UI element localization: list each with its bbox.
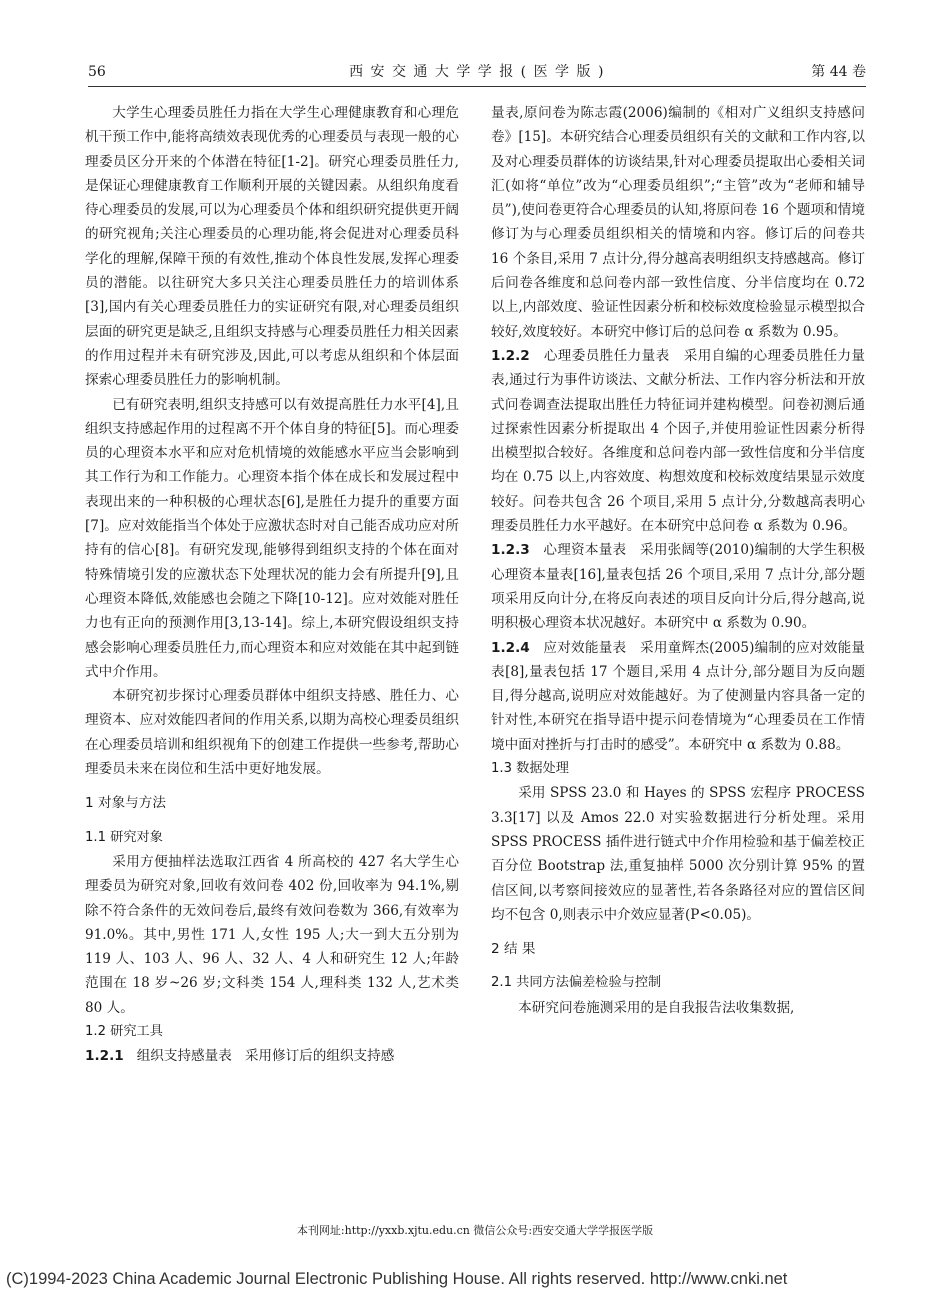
tool-3-paragraph	[491, 538, 865, 635]
subsection-heading-subjects: 1.1 研究对象	[85, 829, 163, 845]
tool-2-text: 采用自编的心理委员胜任力量表,通过行为事件访谈法、文献分析法、工作内容分析法和开放式问卷调查法提取出胜任力特征词并建构模型。问卷初测后通过探索性因素分析提取出 4 个因子,并使用验证性因素分析得出模型拟合较好。各维度和总问卷内部一致性信度和分半信度均在 0.75 以上,内容效度、构想效度和校标效度结果显示效度较好。问卷共包含 26 个项目,采用 5 点计分,分数越高表明心理委员胜任力水平越好。在本研究中总问卷 α 系数为 0.96。	[491, 347, 866, 535]
intro-paragraph-1: 大学生心理委员胜任力指在大学生心理健康教育和心理危机干预工作中,能将高绩效表现优秀的心理委员与表现一般的心理委员区分开来的个体潜在特征[1-2]。研究心理委员胜任力,是保证心理健康教育工作顺利开展的关键因素。从组织角度看待心理委员的发展,可以为心理委员个体和组织研究提供更开阔的研究视角;关注心理委员的心理功能,将会促进对心理委员科学化的理解,保障干预的有效性,推动个体良性发展,发挥心理委员的潜能。以往研究大多只关注心理委员胜任力的培训体系[3],国内有关心理委员胜任力的实证研究有限,对心理委员组织层面的研究更是缺乏,且组织支持感与心理委员胜任力相关因素的作用过程并未有研究涉及,因此,可以考虑从组织和个体层面探索心理委员胜任力的影响机制。	[85, 105, 459, 389]
intro-paragraph-3: 本研究初步探讨心理委员群体中组织支持感、胜任力、心理资本、应对效能四者间的作用关系,以期为高校心理委员组织在心理委员培训和组织视角下的创建工作提供一些参考,帮助心理委员未来在岗位和生活中更好地发展。	[85, 688, 459, 778]
volume-label: 第 44 卷	[811, 64, 866, 80]
data-processing-paragraph: 采用 SPSS 23.0 和 Hayes 的 SPSS 宏程序 PROCESS 3.3[17] 以及 Amos 22.0 对实验数据进行分析处理。采用 SPSS PROCESS 插件进行链式中介作用检验和基于偏差校正百分位 Bootstrap 法,重复抽样 5000 次分别计算 95% 的置信区间,以考察间接效应的显著性,若各条路径对应的置信区间均不包含 0,则表示中介效应显著(P<0.05)。	[491, 785, 865, 923]
tool-2-number: 1.2.2	[491, 347, 530, 364]
tool-1-title: 组织支持感量表	[136, 1048, 232, 1065]
section-heading-methods: 1 对象与方法	[85, 795, 166, 812]
tool-3-title: 心理资本量表	[543, 542, 627, 559]
subsection-heading-common-method-bias: 2.1 共同方法偏差检验与控制	[491, 975, 662, 991]
tool-4-title: 应对效能量表	[543, 639, 627, 656]
tool-3-text: 采用张阔等(2010)编制的大学生积极心理资本量表[16],量表包括 26 个项目,采用 7 点计分,部分题项采用反向计分,在将反向表述的项目反向计分后,得分越高,说明积极心理资本状况越好。本研究中 α 系数为 0.90。	[491, 542, 865, 632]
tool-1-text: 采用修订后的组织支持感	[244, 1048, 395, 1065]
subsection-heading-tools: 1.2 研究工具	[85, 1023, 163, 1039]
right-column	[491, 101, 865, 1020]
page-number: 56	[88, 64, 106, 80]
tool-1-number: 1.2.1	[85, 1048, 124, 1065]
running-header	[88, 60, 866, 84]
copyright-watermark: (C)1994-2023 China Academic Journal Electronic Publishing House. All rights reserved. http://www.cnki.net	[6, 1270, 788, 1288]
tool-4-number: 1.2.4	[491, 639, 530, 656]
intro-paragraph-2: 已有研究表明,组织支持感可以有效提高胜任力水平[4],且组织支持感起作用的过程离不开个体自身的特征[5]。而心理委员的心理资本水平和应对危机情境的效能感水平应当会影响到其工作行为和工作能力。心理资本指个体在成长和发展过程中表现出来的一种积极的心理状态[6],是胜任力提升的重要方面[7]。应对效能指当个体处于应激状态时对自己能否成功应对所持有的信心[8]。有研究发现,能够得到组织支持的个体在面对特殊情境引发的应激状态下处理状况的能力会有所提升[9],且心理资本降低,效能感也会随之下降[10-12]。应对效能对胜任力也有正向的预测作用[3,13-14]。综上,本研究假设组织支持感会影响心理委员胜任力,而心理资本和应对效能在其中起到链式中介作用。	[85, 396, 459, 680]
tool-3-number: 1.2.3	[491, 542, 530, 559]
journal-title: 西 安 交 通 大 学 学 报 ( 医 学 版 )	[349, 64, 605, 80]
footer-site-line: 本刊网址:http://yxxb.xjtu.edu.cn 微信公众号:西安交通大学学报医学版	[296, 1224, 654, 1237]
tool-2-paragraph	[491, 344, 865, 538]
tool-4-paragraph	[491, 636, 865, 757]
results-paragraph-start: 本研究问卷施测采用的是自我报告法收集数据,	[518, 999, 795, 1016]
subsection-heading-data-processing: 1.3 数据处理	[491, 761, 569, 777]
tool-1-paragraph-cont: 量表,原问卷为陈志霞(2006)编制的《相对广义组织支持感问卷》[15]。本研究结合心理委员组织有关的文献和工作内容,以及对心理委员群体的访谈结果,针对心理委员提取出心委相关词汇(如将“单位”改为“心理委员组织”;“主管”改为“老师和辅导员”),使问卷更符合心理委员的认知,将原问卷 16 个题项和情境修订为与心理委员组织相关的情境和内容。修订后的问卷共 16 个条目,采用 7 点计分,得分越高表明组织支持感越高。修订后问卷各维度和总问卷内部一致性信度、分半信度均在 0.72 以上,内部效度、验证性因素分析和校标效度检验显示模型拟合较好,效度较好。本研究中修订后的总问卷 α 系数为 0.95。	[491, 105, 865, 340]
left-column	[85, 101, 459, 1069]
tool-4-text: 采用童辉杰(2005)编制的应对效能量表[8],量表包括 17 个题目,采用 4 点计分,部分题目为反向题目,得分越高,说明应对效能越好。为了使测量内容具备一定的针对性,本研究在指导语中提示问卷情境为“心理委员在工作情境中面对挫折与打击时的感受”。本研究中 α 系数为 0.88。	[491, 639, 865, 753]
tool-1-paragraph-start	[85, 1044, 459, 1068]
header-rule	[88, 86, 866, 87]
subjects-paragraph: 采用方便抽样法选取江西省 4 所高校的 427 名大学生心理委员为研究对象,回收有效问卷 402 份,回收率为 94.1%,剔除不符合条件的无效问卷后,最终有效问卷数为 366,有效率为 91.0%。其中,男性 171 人,女性 195 人;大一到大五分别为 119 人、103 人、96 人、32 人、4 人和研究生 12 人;年龄范围在 18 岁~26 岁;文科类 154 人,理科类 132 人,艺术类 80 人。	[85, 853, 459, 1016]
tool-2-title: 心理委员胜任力量表	[543, 347, 670, 364]
section-heading-results: 2 结 果	[491, 941, 536, 958]
